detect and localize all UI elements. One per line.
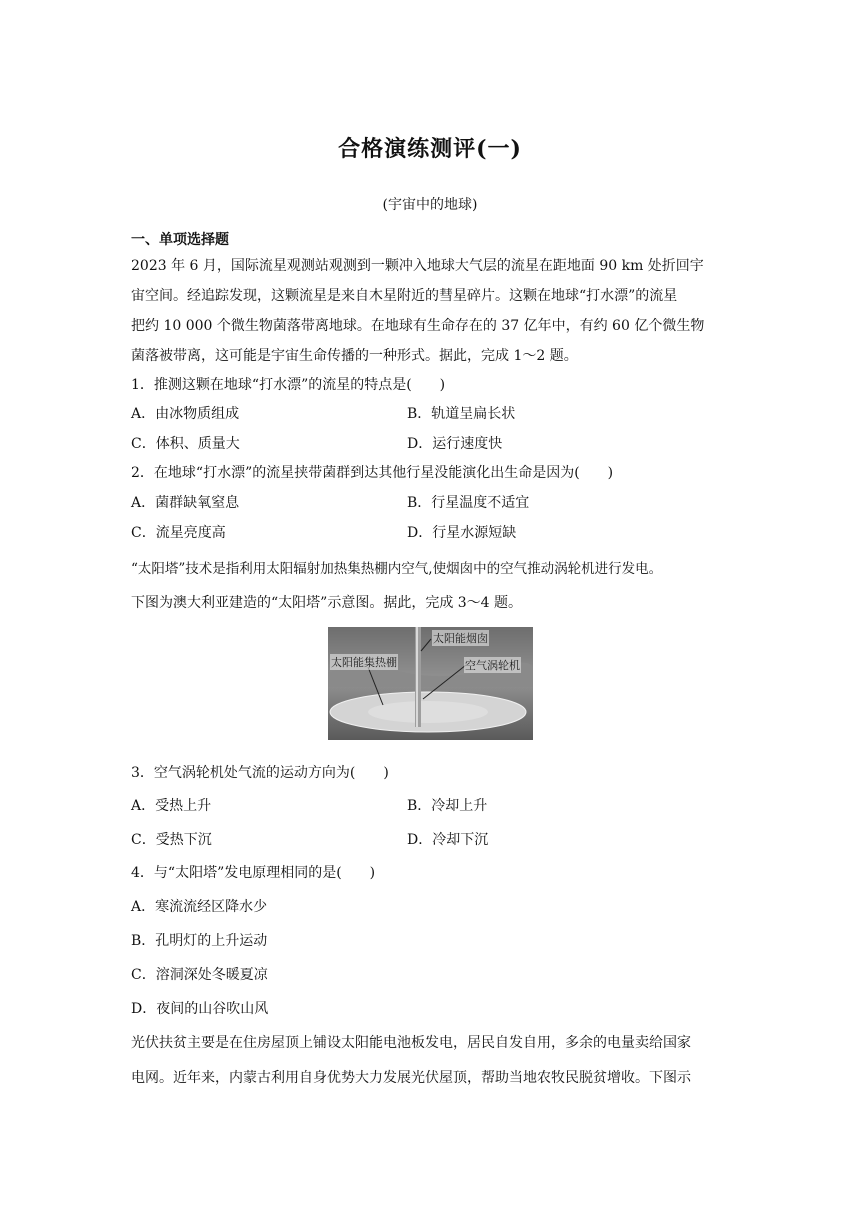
passage-line: 菌落被带离，这可能是宇宙生命传播的一种形式。据此，完成 1～2 题。: [131, 348, 578, 364]
question-stem: 4．与“太阳塔”发电原理相同的是( ): [131, 865, 376, 881]
collector-label: 太阳能集热棚: [331, 656, 397, 669]
question-stem: 3．空气涡轮机处气流的运动方向为( ): [131, 765, 389, 781]
page-subtitle: (宇宙中的地球): [382, 197, 478, 213]
passage-line: 2023 年 6 月，国际流星观测站观测到一颗冲入地球大气层的流星在距地面 90 km 处折回宇: [131, 258, 704, 274]
option-b: B．孔明灯的上升运动: [131, 933, 268, 949]
passage-line: 把约 10 000 个微生物菌落带离地球。在地球有生命存在的 37 亿年中，有约 60 亿个微生物: [131, 318, 705, 334]
passage-line: 宙空间。经追踪发现，这颗流星是来自木星附近的彗星碎片。这颗在地球“打水漂”的流星: [131, 288, 678, 304]
solar-tower-figure: [328, 627, 533, 740]
option-d: D．运行速度快: [407, 436, 503, 452]
section-heading: 一、单项选择题: [131, 232, 229, 248]
passage-line: 下图为澳大利亚建造的“太阳塔”示意图。据此，完成 3～4 题。: [131, 595, 523, 611]
option-c: C．流星亮度高: [131, 525, 226, 541]
option-d: D．行星水源短缺: [407, 525, 517, 541]
option-b: B．轨道呈扁长状: [407, 406, 516, 422]
option-d: D．夜间的山谷吹山风: [131, 1001, 269, 1017]
turbine-label: 空气涡轮机: [465, 659, 520, 672]
option-a: A．受热上升: [131, 798, 212, 814]
option-a: A．寒流流经区降水少: [131, 899, 268, 915]
chimney-label: 太阳能烟囱: [433, 632, 488, 645]
question-stem: 2．在地球“打水漂”的流星挟带菌群到达其他行星没能演化出生命是因为( ): [131, 465, 614, 481]
option-b: B．行星温度不适宜: [407, 495, 530, 511]
passage-line: 电网。近年来，内蒙古利用自身优势大力发展光伏屋顶，帮助当地农牧民脱贫增收。下图示: [131, 1070, 691, 1086]
option-c: C．溶洞深处冬暖夏凉: [131, 967, 268, 983]
option-a: A．菌群缺氧窒息: [131, 495, 240, 511]
question-stem: 1．推测这颗在地球“打水漂”的流星的特点是( ): [131, 377, 446, 393]
passage-line: “太阳塔”技术是指利用太阳辐射加热集热棚内空气,使烟囱中的空气推动涡轮机进行发电。: [131, 561, 663, 577]
page-title: 合格演练测评(一): [338, 136, 522, 162]
solar-tower-illustration: [328, 627, 533, 740]
option-b: B．冷却上升: [407, 798, 488, 814]
option-a: A．由冰物质组成: [131, 406, 240, 422]
passage-line: 光伏扶贫主要是在住房屋顶上铺设太阳能电池板发电，居民自发自用，多余的电量卖给国家: [131, 1035, 691, 1051]
option-c: C．受热下沉: [131, 832, 212, 848]
option-d: D．冷却下沉: [407, 832, 489, 848]
option-c: C．体积、质量大: [131, 436, 240, 452]
